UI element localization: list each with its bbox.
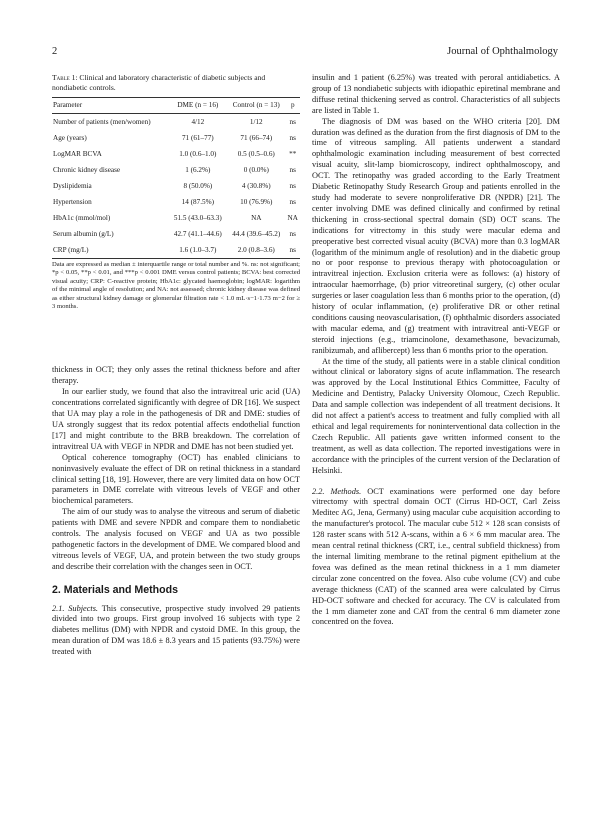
table-row: [52, 242, 300, 259]
body-paragraph: The diagnosis of DM was based on the WHO criteria [20]. DM duration was defined as the duration from the first diagnosis of DM to the time of vitreous sampling. All patients underwent a standard ophthalmologic examination including measurement of best corrected visual acuity, slit-lamp biomicroscopy, indirect ophthalmoscopy, and OCT. The retinopathy was graded according to the Early Treatment Diabetic Retinopathy Study Research Group and patients enrolled in the study had moderate to severe nonproliferative DR (NPDR) [21]. The center involving DME was defined clinically and confirmed by retinal thickening in cross-sectional spectral domain (SD) OCT scans. The indications for vitrectomy in this study were macular edema and preoperative best corrected visual acuity (BCVA) more than 0.3 logMAR (logarithm of the minimum angle of resolution) and in the diabetic group no or poor response to previous therapy with photocoagulation or intravitreal injection. Exclusion criteria were as follows: (a) history of intraocular haemorrhage, (b) prior vitreoretinal surgery, (c) other ocular surgeries or laser coagulation less than 6 months prior to the operation, (d) history of ocular inflammation, (e) proliferative DR or other retinal conditions causing neovascularisation, (f) ophthalmic disorders associated with macular edema, and (g) treatment with intravitreal anti-VEGF or steroid injections (e.g., triamcinolone, dexamethasone, bevacizumab, ranibizumab, and aflibercept) less than 6 months prior to the operation.: [312, 116, 560, 355]
cell-p: ns: [289, 165, 296, 174]
section-title: 2. Materials and Methods: [52, 583, 178, 596]
cell-param: Age (years): [53, 133, 87, 142]
table-row: [52, 130, 300, 146]
table-row: [52, 146, 300, 162]
cell-control: 4 (30.8%): [241, 181, 271, 190]
body-paragraph: thickness in OCT; they only asses the retinal thickness before and after therapy.: [52, 365, 300, 386]
table-row: [52, 178, 300, 194]
table-caption: [52, 73, 300, 93]
table-row: [52, 194, 300, 210]
cell-param: CRP (mg/L): [52, 242, 169, 259]
cell-control: 0.5 (0.5–0.6): [237, 149, 275, 158]
cell-control: 1/12: [249, 117, 263, 126]
cell-dme: 14 (87.5%): [181, 197, 214, 206]
cell-control: NA: [251, 213, 262, 222]
cell-p: ns: [289, 117, 296, 126]
subsection-text: OCT examinations were performed one day before vitrectomy with spectral domain OCT (Cirrus HD-OCT, Carl Zeiss Meditec AG, Jena, Germany) using macular cube acquisition according to the manufacturer's protocol. The macular cube 512 × 128 scan consists of 128 raster scans with 512 A-scans, within a 6 × 6 mm macular area. The mean central retinal thickness (CRT, i.e., central subfield thickness) from the internal limiting membrane to the retinal pigment epithelium at the fovea was defined as the mean retinal thickness in a 1 mm diameter circular zone concentred on the fovea. Also cube volume (CV) and cube average thickness (CAT) of the scanned area were calculated by Cirrus HD-OCT software and checked for accuracy. The CV is calculated from the 1 mm diameter zone and CAT from the central 6 mm diameter zone concentred on the fovea.: [312, 486, 561, 627]
table-row: [52, 162, 300, 178]
cell-param: Chronic kidney disease: [53, 165, 121, 174]
cell-param: Number of patients (men/women): [53, 117, 151, 126]
cell-param: LogMAR BCVA: [53, 149, 102, 158]
cell-p: ns: [285, 242, 300, 259]
cell-dme: 1.6 (1.0–3.7): [169, 242, 227, 259]
cell-dme: 51.5 (43.0–63.3): [173, 213, 222, 222]
cell-p: **: [289, 149, 297, 158]
body-paragraph-subjects: [52, 604, 300, 659]
body-paragraph: Optical coherence tomography (OCT) has enabled clinicians to noninvasively evaluate the effect of DR on retinal thickness in a standard clinical setting [18, 19]. However, there are very limited data on how OCT parameters in DME correlate with vitreous levels of VEGF and other biochemical parameters.: [52, 452, 300, 506]
cell-param: Serum albumin (g/L): [53, 229, 114, 238]
cell-dme: 71 (61–77): [181, 133, 214, 142]
col-header-p: p: [285, 98, 300, 114]
page-number: 2: [52, 46, 58, 57]
cell-control: 71 (66–74): [240, 133, 273, 142]
cell-dme: 1.0 (0.6–1.0): [179, 149, 217, 158]
body-paragraph: At the time of the study, all patients were in a stable clinical condition without clinical or laboratory signs of acute inflammation. The research was approved by the Local Institutional Ethics Committee, Faculty of Medicine and Dentistry, Palacky University Olomouc, Czech Republic. Data and sample collection was independent of all treatment decisions. It did not affect a patient's access to treatment and fully complied with all ethical and legal requirements for noninterventional data collection in the Czech Republic. All patients gave written informed consent to the treatment, as well as data collection. The reported investigations were in accordance with the principles of the current version of the Declaration of Helsinki.: [312, 356, 560, 475]
body-paragraph: The aim of our study was to analyse the vitreous and serum of diabetic patients with DME and severe NPDR and compare them to nondiabetic controls. The analysis focused on VEGF and UA as two possible pathogenetic factors in the development of DME. We compared blood and vitreous levels of VEGF, UA, and protein between the two study groups and describe their correlation with the changes seen in OCT.: [52, 507, 300, 571]
cell-p: ns: [289, 197, 296, 206]
cell-dme: 8 (50.0%): [183, 181, 213, 190]
cell-control: 10 (76.9%): [240, 197, 273, 206]
cell-control: 2.0 (0.8–3.6): [227, 242, 285, 259]
cell-control: 44.4 (39.6–45.2): [232, 229, 281, 238]
col-header-parameter: Parameter: [52, 98, 169, 114]
subsection-text: This consecutive, prospective study involved 29 patients divided into two groups. First group involved 16 subjects with type 2 diabetes mellitus (DM) with NPDR and cystoid DME. In this group, the mean duration of DM was 18.6 ± 8.3 years and 15 patients (93.75%) were treated with: [52, 603, 300, 657]
cell-param: Dyslipidemia: [53, 181, 92, 190]
table-footnote: Data are expressed as median ± interquartile range or total number and %. ns: not significant; *p < 0.05, **p < 0.01, and ***p < 0.001 DME versus control patients; BCVA: best corrected visual acuity; CRP: C-reactive protein; HbA1c: glycated haemoglobin; logMAR: logarithm of the minimal angle of resolution; and NA: not assessed; chronic kidney disease was defined as either structural kidney damage or glomerular filtration rate < 1.0 mL·s−1·1.73 m−2 for ≥ 3 months.: [52, 261, 300, 311]
left-column: [52, 73, 300, 658]
table-caption-label: Table 1:: [52, 73, 78, 82]
cell-param: Hypertension: [53, 197, 92, 206]
journal-title: Journal of Ophthalmology: [447, 46, 558, 57]
right-column: [312, 73, 560, 628]
cell-p: ns: [289, 133, 296, 142]
table-caption-text: Clinical and laboratory characteristic of diabetic subjects and nondiabetic controls.: [52, 73, 266, 92]
table-header-row: [52, 98, 300, 114]
table-row: [52, 210, 300, 226]
body-paragraph-methods: [312, 487, 560, 629]
cell-p: ns: [289, 181, 296, 190]
body-paragraph: In our earlier study, we found that also the intravitreal uric acid (UA) concentrations correlated significantly with degree of DR [16]. We suspect that UA may play a role in the pathogenesis of DR and DME: studies of UA strongly suggest that its redox potential affects endothelial function [17] and might contribute to the BRB breakdown. The correlation of intravitreal UA with VEGF in NPDR and DME has not been studied yet.: [52, 387, 301, 451]
cell-dme: 4/12: [191, 117, 205, 126]
cell-dme: 42.7 (41.1–44.6): [173, 229, 222, 238]
cell-p: ns: [289, 229, 296, 238]
col-header-control: Control (n = 13): [227, 98, 285, 114]
subsection-label: 2.2. Methods.: [312, 486, 362, 496]
body-paragraph: insulin and 1 patient (6.25%) was treated with peroral antidiabetics. A group of 13 nondiabetic subjects with idiopathic epiretinal membrane and diffuse retinal thickening served as control. Characteristics of all subjects are listed in Table 1.: [312, 73, 560, 115]
table-row: [52, 226, 300, 242]
subsection-label: 2.1. Subjects.: [52, 603, 98, 613]
col-header-dme: DME (n = 16): [169, 98, 227, 114]
cell-p: NA: [287, 213, 298, 222]
cell-param: HbA1c (mmol/mol): [53, 213, 111, 222]
table-row: [52, 114, 300, 131]
cell-control: 0 (0.0%): [243, 165, 269, 174]
cell-dme: 1 (6.2%): [185, 165, 211, 174]
characteristics-table: [52, 97, 300, 259]
